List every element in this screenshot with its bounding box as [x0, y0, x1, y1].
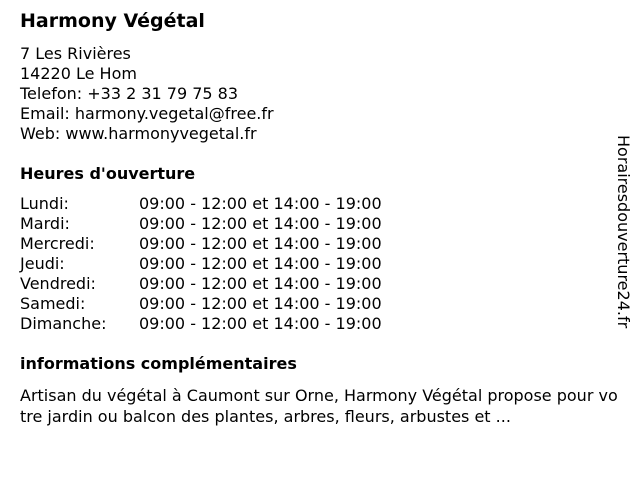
info-text: Artisan du végétal à Caumont sur Orne, Harmony Végétal propose pour votre jardin ou balcon des plantes, arbres, fleurs, arbustes et ...	[20, 386, 618, 426]
time-range: 09:00 - 12:00 et 14:00 - 19:00	[139, 214, 382, 233]
time-range: 09:00 - 12:00 et 14:00 - 19:00	[139, 234, 382, 253]
business-name: Harmony Végétal	[20, 10, 205, 32]
time-range: 09:00 - 12:00 et 14:00 - 19:00	[139, 254, 382, 273]
hours-heading: Heures d'ouverture	[20, 164, 196, 183]
day-label: Mercredi:	[20, 234, 95, 253]
time-range: 09:00 - 12:00 et 14:00 - 19:00	[139, 274, 382, 293]
city: 14220 Le Hom	[20, 64, 137, 83]
time-range: 09:00 - 12:00 et 14:00 - 19:00	[139, 294, 382, 313]
info-heading: informations complémentaires	[20, 354, 297, 373]
day-label: Samedi:	[20, 294, 86, 313]
phone: Telefon: +33 2 31 79 75 83	[20, 84, 239, 103]
day-label: Dimanche:	[20, 314, 107, 333]
time-range: 09:00 - 12:00 et 14:00 - 19:00	[139, 194, 382, 213]
website: Web: www.harmonyvegetal.fr	[20, 124, 257, 143]
day-label: Vendredi:	[20, 274, 96, 293]
day-label: Jeudi:	[20, 254, 65, 273]
street: 7 Les Rivières	[20, 44, 131, 63]
site-watermark: Horairesdouverture24.fr	[614, 135, 633, 329]
address-block	[20, 44, 274, 144]
day-label: Mardi:	[20, 214, 70, 233]
day-label: Lundi:	[20, 194, 69, 213]
email: Email: harmony.vegetal@free.fr	[20, 104, 274, 123]
time-range: 09:00 - 12:00 et 14:00 - 19:00	[139, 314, 382, 333]
